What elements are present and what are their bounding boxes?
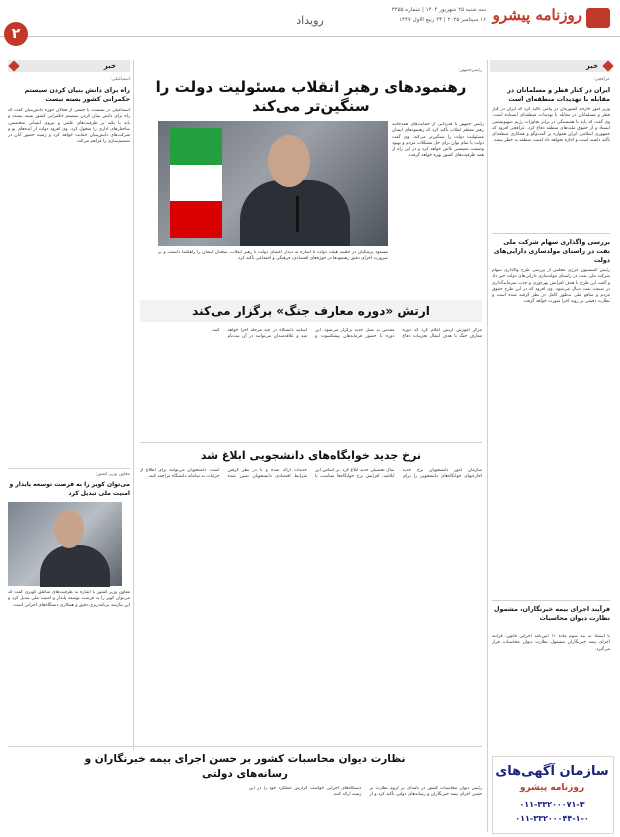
kicker: عراقچی: — [593, 77, 610, 82]
lead-headline-line1: رهنمودهای رهبر انقلاب مسئولیت دولت را — [155, 78, 467, 96]
kicker: معاون وزیر کشور: — [95, 472, 130, 477]
lead-headline-line2: سنگین‌تر می‌کند — [252, 97, 370, 115]
army-headline: ارتش «دوره معارف جنگ» برگزار می‌کند — [192, 304, 430, 318]
divider — [492, 233, 610, 234]
headline: راه برای دانش بنیان کردن سیستم حکمرانی کشور بسته نیست — [24, 87, 130, 103]
article-body: مرکز آموزش ارتش اعلام کرد که دوره معارف جنگ با هدف انتقال تجربیات دفاع مقدس به نسل جدید برگزار می‌شود. این دوره با حضور فرماندهان پیشکسوت و اساتید دانشگاه در چند مرحله اجرا خواهد شد و علاقه‌مندان می‌توانند در آن ثبت‌نام کنند. — [211, 328, 482, 340]
article-body: با استناد به بند سوم ماده ۱۱ آیین‌نامه اجرایی قانون، فرآیند اجرای بیمه خبرنگاران مشمول نظارت دیوان محاسبات قرار می‌گیرد. — [492, 634, 610, 652]
divider — [8, 468, 130, 469]
left-tab-label: خبر — [103, 62, 116, 70]
person-head — [54, 510, 84, 548]
headline: فرآیند اجرای بیمه خبرنگاران، مشمول نظارت دیوان محاسبات — [494, 606, 610, 622]
bottom-headline-line1: نظارت دیوان محاسبات کشور بر حسن اجرای بیمه خبرنگاران و — [84, 753, 406, 765]
issue-info: سه شنبه ۲۵ شهریور ۱۴۰۴ | شماره ۳۴۵۵ — [391, 7, 486, 13]
page-number: ۲ — [4, 22, 28, 46]
headline: می‌توان کویر را به فرصت توسعه پایدار و امنیت ملی تبدیل کرد — [9, 481, 130, 497]
divider — [8, 746, 482, 747]
article-body: رئیس جمهور با قدردانی از حمایت‌های همه‌جانبه رهبر معظم انقلاب تأکید کرد که رهنمودهای ایشان مسئولیت دولت را سنگین‌تر می‌کند. وی گفت دولت با تمام توان برای حل مشکلات مردم و بهبود وضعیت معیشتی تلاش خواهد کرد و در این راه از همه ظرفیت‌های کشور بهره خواهد گرفت. — [392, 122, 484, 159]
microphone-icon — [296, 196, 299, 232]
kicker: اسماعیلی: — [110, 77, 130, 82]
ad-phone: ۰۱۱-۳۳۲۰۰۰۷۱-۳ — [519, 800, 585, 809]
person-head — [268, 135, 310, 187]
issue-date: ۱۶ سپتامبر ۲۰۲۵ | ۲۳ ربیع الاول ۱۴۴۷ — [399, 17, 486, 23]
article-body-continued — [140, 122, 154, 292]
ad-title: سازمان آگهی‌های — [495, 764, 609, 779]
article-body: مسعود پزشکیان در جلسه هیئت دولت با اشاره به دیدار اعضای دولت با رهبر انقلاب، سخنان ایشان را راهگشا دانست و بر ضرورت اجرای دقیق رهنمودها در حوزه‌های اقتصادی، فرهنگی و اجتماعی تأکید کرد. — [158, 250, 388, 262]
section-title: رویداد — [296, 14, 324, 27]
flag-icon — [170, 128, 222, 238]
column-divider — [487, 60, 488, 832]
logo-mark-icon — [586, 8, 610, 28]
headline: ایران در کنار قطر و مسلمانان در مقابله با تهدیدات منطقه‌ای است — [507, 87, 610, 103]
right-tab-label: خبر — [585, 62, 598, 70]
article-body: وزیر امور خارجه کشورمان در پیامی تاکید کرد که ایران در کنار قطر و مسلمانان در مقابله با تهدیدات منطقه‌ای ایستاده است. وی گفت که باید با همبستگی در برابر تجاوزات رژیم صهیونیستی ایستاد و از حقوق ملت‌های منطقه دفاع کرد. عراقچی افزود که جمهوری اسلامی ایران همواره بر گفت‌وگو و همکاری منطقه‌ای تأکید داشته است و اجازه نخواهد داد امنیت منطقه به خطر بیفتد. — [492, 107, 610, 144]
article-body: رئیس دیوان محاسبات کشور در نامه‌ای بر لزوم نظارت بر حسن اجرای بیمه خبرنگاران و رسانه‌های دولتی تأکید کرد و از دستگاه‌های اجرایی خواست گزارش عملکرد خود را در این زمینه ارائه کنند. — [249, 786, 482, 798]
divider — [140, 442, 482, 443]
ad-subtitle: روزنامه پیشرو — [519, 783, 585, 793]
newspaper-logo: روزنامه پیشرو — [492, 6, 582, 24]
ad-phone: ۰۱۱-۳۳۲۰۰۰۴۴-۱-۰ — [515, 814, 589, 823]
dorm-headline: نرخ جدید خوابگاه‌های دانشجویی ابلاغ شد — [200, 449, 422, 462]
column-divider — [133, 60, 134, 750]
article-body: رئیس کمیسیون انرژی مجلس از بررسی طرح واگذاری سهام شرکت ملی نفت در راستای مولدسازی دارایی‌های دولت خبر داد و گفت این طرح با هدف افزایش بهره‌وری و جذب سرمایه‌گذاری در صنعت نفت دنبال می‌شود. وی افزود که در این طرح حقوق مردم و منافع ملی به‌طور کامل در نظر گرفته شده است و نظارت دقیقی بر روند اجرا صورت خواهد گرفت. — [492, 268, 610, 305]
article-body: معاون وزیر کشور با اشاره به ظرفیت‌های مناطق کویری گفت که می‌توان کویر را به فرصت توسعه پایدار و امنیت ملی تبدیل کرد و این نیازمند برنامه‌ریزی دقیق و همکاری دستگاه‌های اجرایی است. — [8, 590, 130, 608]
left-column-tab — [8, 60, 130, 72]
kicker: رئیس‌جمهور: — [458, 68, 482, 73]
divider — [492, 600, 610, 601]
person-figure — [40, 545, 110, 587]
article-body: سازمان امور دانشجویان نرخ جدید اجاره‌بهای خوابگاه‌های دانشجویی را برای سال تحصیلی جدید ابلاغ کرد. بر اساس این ابلاغیه، افزایش نرخ خوابگاه‌ها متناسب با خدمات ارائه شده و با در نظر گرفتن شرایط اقتصادی دانشجویان تعیین شده است. دانشجویان می‌توانند برای اطلاع از جزئیات به سامانه دانشگاه مراجعه کنند. — [140, 468, 482, 480]
bottom-headline-line2: رسانه‌های دولتی — [202, 768, 288, 780]
article-body: اسماعیلی در نشست با جمعی از فعالان حوزه دانش‌بنیان گفت که راه برای دانش بنیان کردن سیستم حکمرانی کشور بسته نیست و باید با تکیه بر ظرفیت‌های علمی و نیروی انسانی متخصص، ساختارهای اداری را متحول کرد. وی افزود دولت از ایده‌های نو و شرکت‌های دانش‌بنیان حمایت خواهد کرد و زمینه حضور آنان در تصمیم‌سازی را فراهم می‌کند. — [8, 108, 130, 145]
headline: بررسی واگذاری سهام شرکت ملی نفت در راستای مولدسازی دارایی‌های دولت — [493, 239, 610, 264]
person-figure — [240, 180, 350, 246]
right-column-tab — [490, 60, 612, 72]
